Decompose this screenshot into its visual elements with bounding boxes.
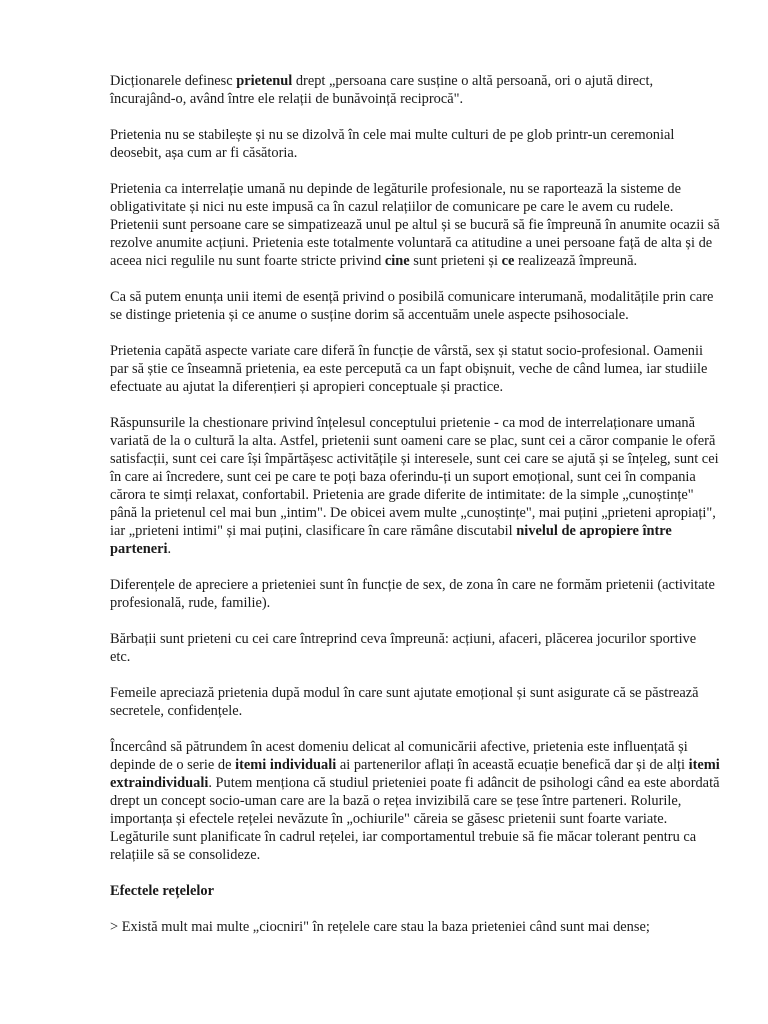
text-run: Femeile apreciază prietenia după modul în care sunt ajutate emoțional și sunt asigurate că se păstrează secretele, confidențele. <box>110 685 699 719</box>
paragraph <box>110 180 720 270</box>
text-run: Răspunsurile la chestionare privind înțelesul conceptului prietenie - ca mod de interrelaționare umană variată de la o cultură la alta. Astfel, prietenii sunt oameni care se plac, sunt cei a căror companie le oferă satisfacții, sunt cei care își împărtășesc activitățile și interesele, sunt cei care se ajută și se înțeleg, sunt cei în care ai încredere, sunt cei pe care te poți baza oferindu-ți un suport emoțional, sunt cei în compania cărora te simți relaxat, confortabil. Prietenia are grade diferite de intimitate: de la simple „cunoștințe" până la prietenul cel mai bun „intim". De obicei avem multe „cunoștințe", mai puțini „prieteni apropiați", iar „prieteni intimi" și mai puțini, clasificare în care rămâne discutabil <box>110 415 719 539</box>
text-run: Bărbații sunt prieteni cu cei care întreprind ceva împreună: acțiuni, afaceri, plăcerea jocurilor sportive etc. <box>110 631 697 665</box>
text-run: ai partenerilor aflați în această ecuație benefică dar și de alți <box>336 757 689 773</box>
text-run: Ca să putem enunța unii itemi de esență privind o posibilă comunicare interumană, modalitățile prin care se distinge prietenia și ce anume o susține dorim să accentuăm unele aspecte psihosociale. <box>110 289 714 323</box>
text-run: Diferențele de apreciere a prieteniei sunt în funcție de sex, de zona în care ne formăm prietenii (activitate profesională, rude, familie). <box>110 577 715 611</box>
bold-term: itemi extraindividuali <box>110 757 720 791</box>
text-run: . Putem menționa că studiul prieteniei poate fi adâncit de psihologi când ea este abordată drept un concept socio-uman care are la bază o rețea invizibilă care se țese între parteneri. Rolurile, importanța și efectele rețelei nevăzute în „ochiurile" căreia se găsesc prietenii sunt foarte variate. Legăturile sunt planificate în cadrul rețelei, iar comportamentul trebuie să fie măcar tolerant pentru ca relațiile să se consolideze. <box>110 775 720 863</box>
paragraph <box>110 684 720 720</box>
paragraph <box>110 414 720 558</box>
paragraph <box>110 126 720 162</box>
text-run: . <box>167 541 172 557</box>
section-heading: Efectele rețelelor <box>110 883 214 899</box>
text-run: Prietenia capătă aspecte variate care diferă în funcție de vârstă, sex și statut socio-profesional. Oamenii par să știe ce înseamnă prietenia, ea este percepută ca un fapt obișnuit, veche de când lumea, iar studiile efectuate au ajutat la diferențieri și apropieri conceptuale și practice. <box>110 343 708 395</box>
text-run: Dicționarele definesc <box>110 73 237 89</box>
document-page <box>110 72 720 954</box>
bold-term: nivelul de apropiere între parteneri <box>110 523 672 557</box>
text-run: Încercând să pătrundem în acest domeniu delicat al comunicării afective, prietenia este influențată și depinde de o serie de <box>110 739 688 773</box>
paragraph <box>110 288 720 324</box>
text-run: realizează împreună. <box>514 253 638 269</box>
list-item: > Există mult mai multe „ciocniri" în rețelele care stau la baza prieteniei când sunt mai dense; <box>110 919 650 935</box>
paragraph-list <box>110 72 720 864</box>
text-run: Prietenia ca interrelație umană nu depinde de legăturile profesionale, nu se raportează la sisteme de obligativitate și nici nu este impusă ca în cazul relațiilor de comunicare pe care le avem cu rudele. Prietenii sunt persoane care se simpatizează unul pe altul și se bucură să fie împreună în anumite ocazii să rezolve anumite acțiuni. Prietenia este totalmente voluntară ca atitudine a unei persoane față de alta și de aceea nici regulile nu sunt foarte stricte privind <box>110 181 720 269</box>
text-run: drept „persoana care susține o altă persoană, ori o ajută direct, încurajând-o, având între ele relații de bunăvoință reciprocă". <box>110 73 654 107</box>
bold-term: prietenul <box>236 73 293 89</box>
paragraph <box>110 72 720 108</box>
bold-term: cine <box>384 253 410 269</box>
paragraph <box>110 738 720 864</box>
text-run: Prietenia nu se stabilește și nu se dizolvă în cele mai multe culturi de pe glob printr-un ceremonial deosebit, așa cum ar fi căsătoria. <box>110 127 675 161</box>
bold-term: ce <box>501 253 515 269</box>
bold-term: itemi individuali <box>235 757 337 773</box>
paragraph <box>110 576 720 612</box>
paragraph <box>110 342 720 396</box>
text-run: sunt prieteni și <box>409 253 502 269</box>
paragraph <box>110 630 720 666</box>
